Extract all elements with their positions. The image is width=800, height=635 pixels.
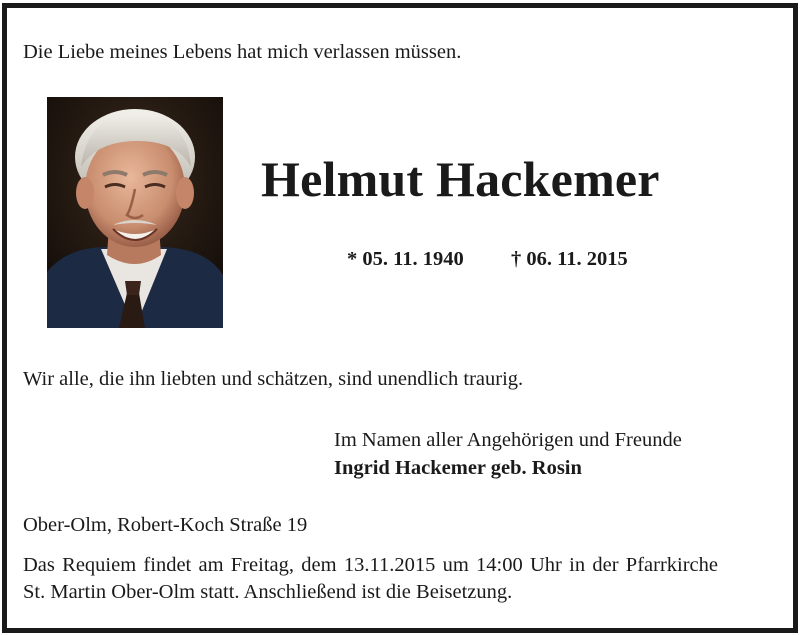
portrait-photo	[47, 97, 223, 328]
death-date: † 06. 11. 2015	[511, 248, 628, 270]
deceased-name: Helmut Hackemer	[261, 151, 660, 207]
opening-line: Die Liebe meines Lebens hat mich verlassen müssen.	[23, 41, 462, 63]
on-behalf-line: Im Namen aller Angehörigen und Freunde	[334, 429, 682, 451]
signatory-name: Ingrid Hackemer geb. Rosin	[334, 457, 582, 479]
birth-date: * 05. 11. 1940	[347, 248, 464, 270]
obituary-notice	[2, 3, 798, 633]
mourning-line: Wir alle, die ihn liebten und schätzen, sind unendlich traurig.	[23, 368, 524, 390]
service-information: Das Requiem findet am Freitag, dem 13.11.2015 um 14:00 Uhr in der Pfarrkirche St. Martin Ober-Olm statt. Anschließend ist die Beisetzung.	[23, 554, 718, 603]
address-line: Ober-Olm, Robert-Koch Straße 19	[23, 514, 308, 536]
